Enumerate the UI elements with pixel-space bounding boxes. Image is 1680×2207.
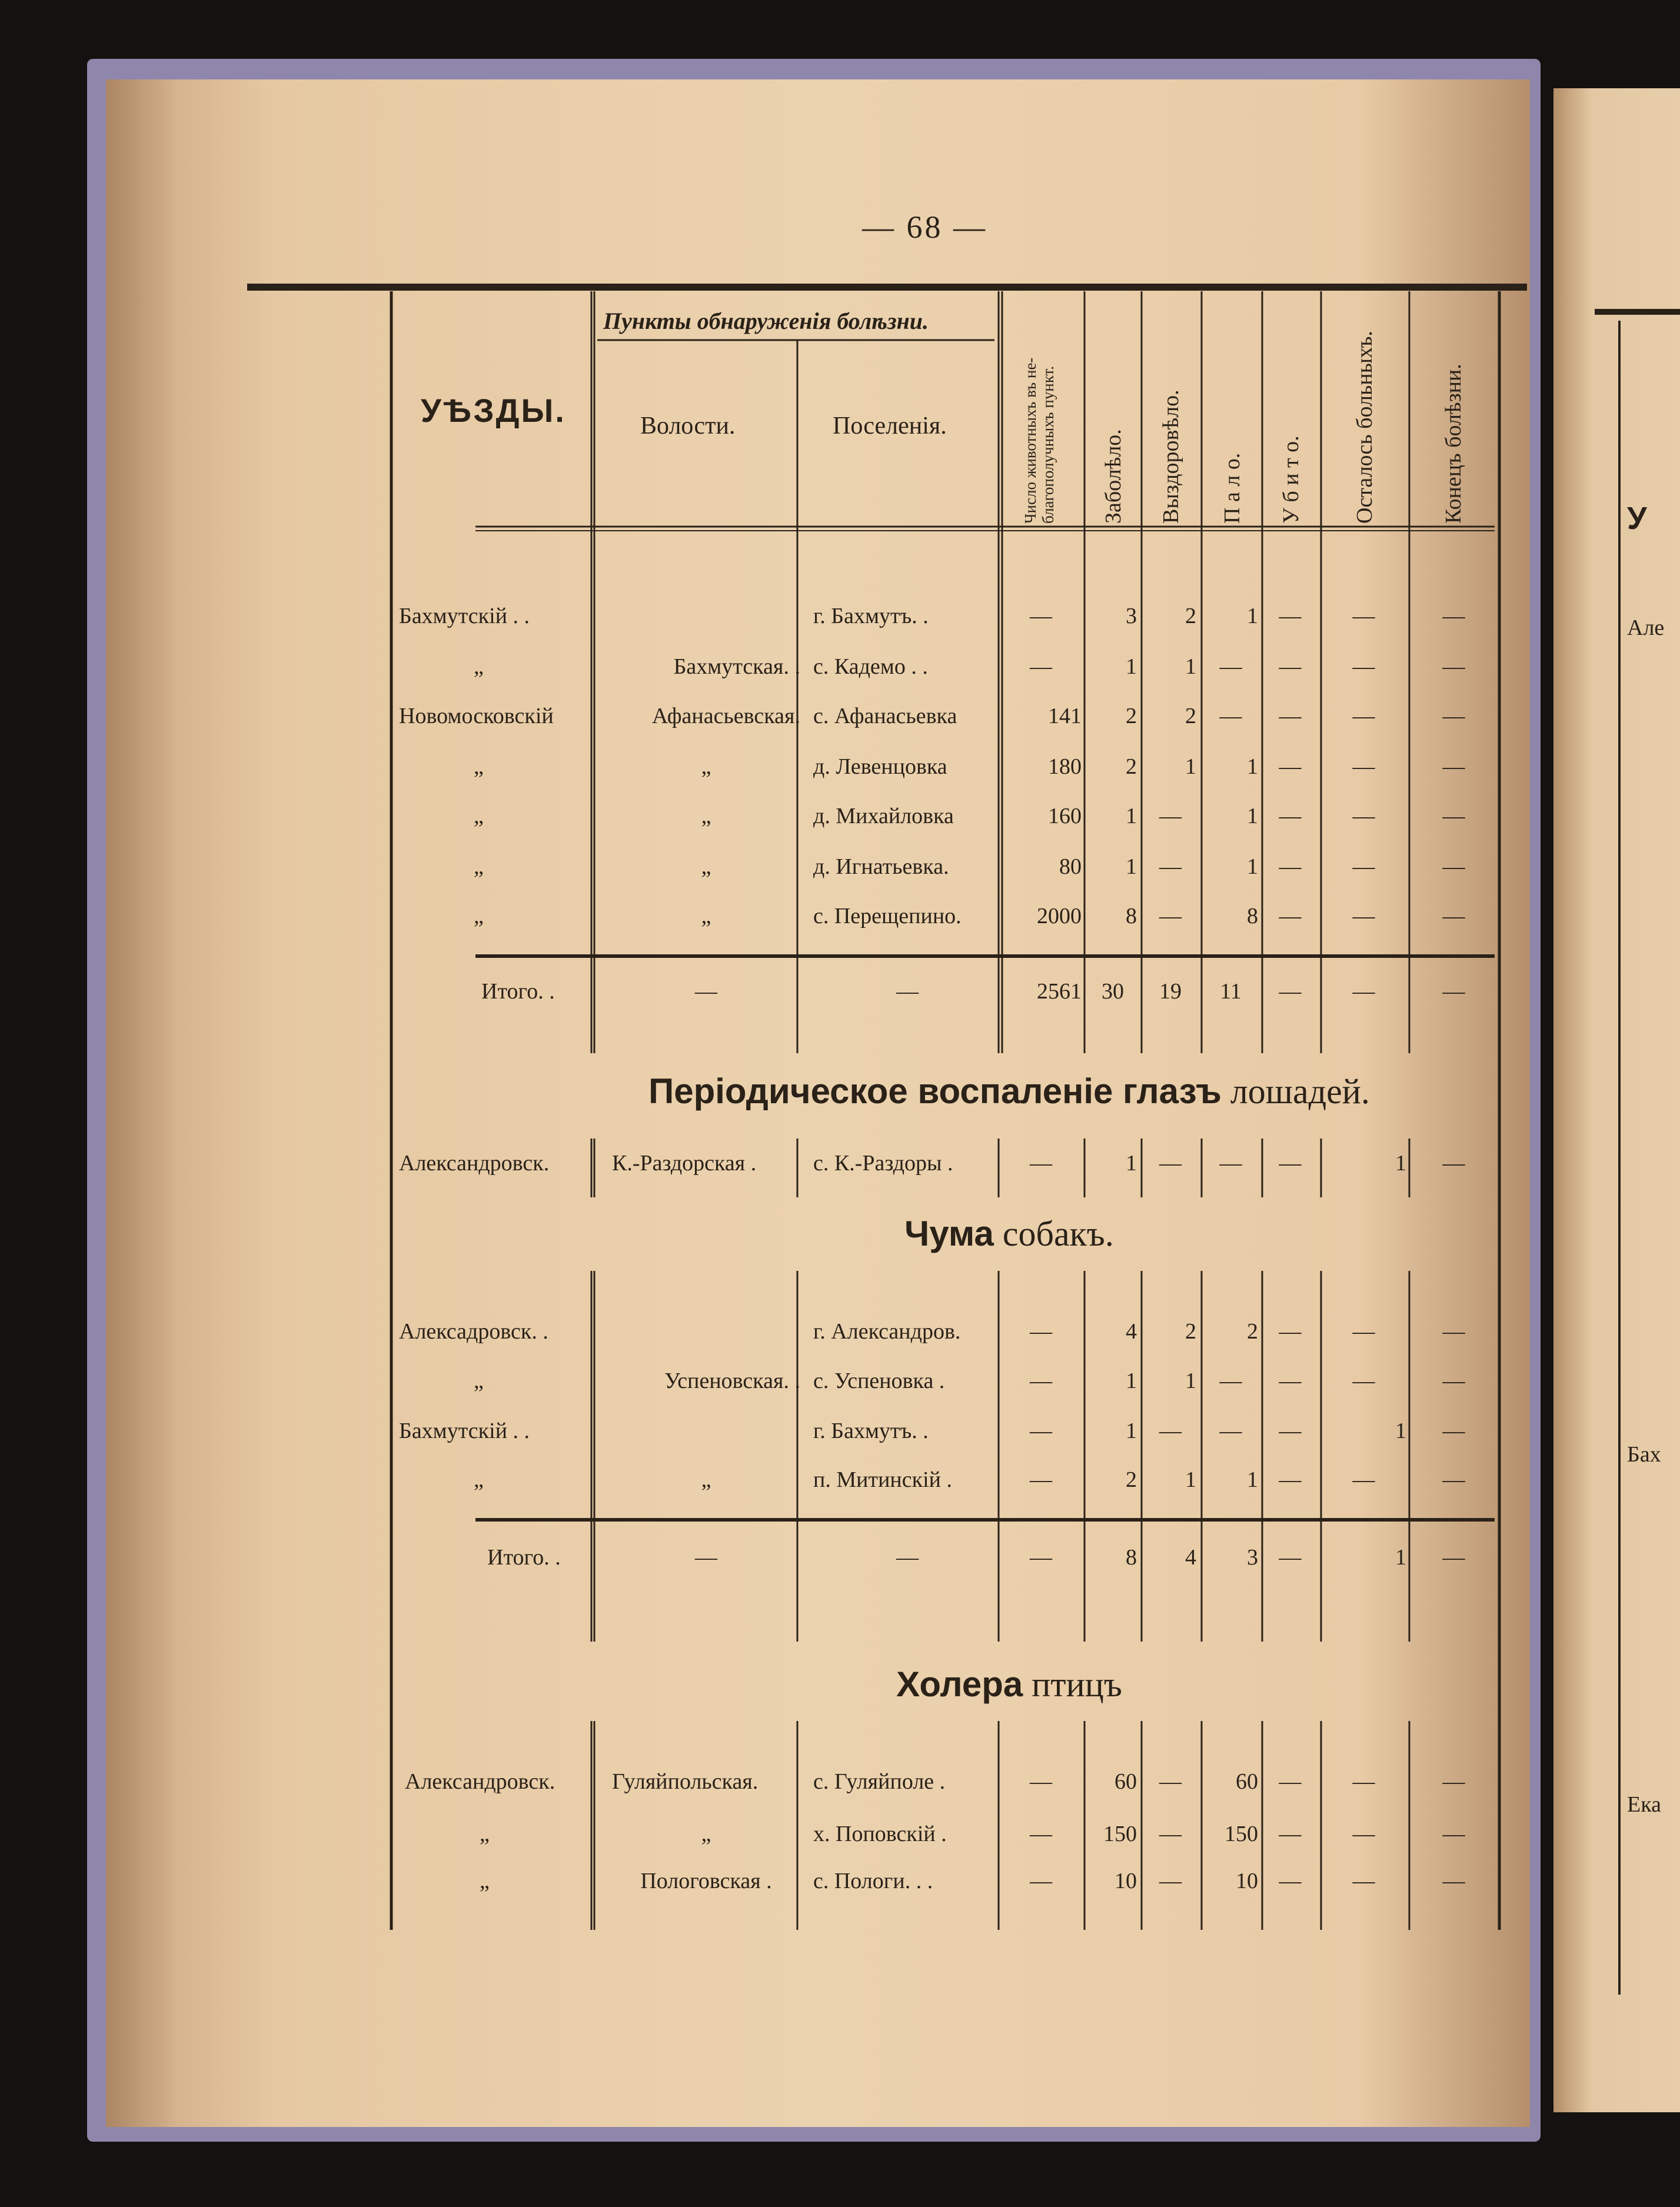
cell-vyzdorovelo: 19 [1159,979,1182,1004]
cell-volost: „ [701,854,711,879]
cell-vyzdorovelo: — [1159,1419,1182,1443]
cell-ubito: — [1279,804,1302,828]
cell-ostalos: — [1352,979,1375,1004]
cell-vyzdorovelo: 2 [1185,704,1196,728]
cell-konets: — [1442,854,1465,879]
cell-ostalos: — [1352,904,1375,928]
cell-konets: — [1442,804,1465,828]
cell-konets: — [1442,1151,1465,1176]
cell-ostalos: — [1352,804,1375,828]
cell-uezd: „ [474,1369,484,1393]
cell-volost: „ [701,1822,711,1846]
cell-ubito: — [1279,1769,1302,1794]
cell-volost: „ [701,904,711,928]
cell-konets: — [1442,1369,1465,1393]
cell-ubito: — [1279,1467,1302,1492]
cell-poselenie: п. Митинскій . [813,1467,952,1492]
cell-ubito: — [1279,979,1302,1004]
header-konets: Конецъ болѣзни. [1441,364,1466,524]
cell-palo: 150 [1225,1822,1258,1846]
cell-ostalos: — [1352,654,1375,679]
cell-vyzdorovelo: 1 [1185,1369,1196,1393]
header-ostalos: Осталось больныхъ. [1352,331,1377,524]
cell-ostalos: — [1352,1467,1375,1492]
cell-ostalos: — [1352,1822,1375,1846]
cell-konets: — [1442,1545,1465,1570]
cell-poselenie: с. Афанасьевка [813,704,957,728]
cell-zabolelo: 1 [1126,804,1137,828]
cell-palo: 1 [1247,804,1258,828]
cell-zabolelo: 3 [1126,604,1137,628]
cell-vyzdorovelo: 2 [1185,1319,1196,1344]
cell-uezd: „ [474,904,484,928]
cell-zabolelo: 150 [1103,1822,1137,1846]
cell-ubito: — [1279,1545,1302,1570]
cell-volost: — [695,979,717,1004]
cell-zabolelo: 2 [1126,1467,1137,1492]
cell-palo: — [1219,1151,1242,1176]
facing-text: Але [1627,615,1665,640]
cell-volost [606,1416,800,1446]
cell-ostalos: — [1352,754,1375,779]
cell-volost: К.-Раздорская . [612,1151,757,1176]
cell-uezd: Бахмутскій . . [399,604,530,628]
cell-poselenie: с. Кадемо . . [813,654,928,679]
cell-volost: „ [701,804,711,828]
cell-ostalos: — [1352,604,1375,628]
cell-chislo: 160 [1048,804,1082,828]
cell-volost: Гуляйпольская. [612,1769,759,1794]
cell-uezd: „ [474,804,484,828]
cell-ostalos: — [1352,1319,1375,1344]
cell-volost: Пологовская . [640,1869,772,1893]
cell-palo: 10 [1236,1869,1258,1893]
cell-poselenie: д. Игнатьевка. [813,854,949,879]
cell-ostalos: — [1352,854,1375,879]
section-title: Періодическое воспаленіе глазъ лошадей. [648,1071,1370,1111]
cell-zabolelo: 1 [1126,1151,1137,1176]
header-palo: П а л о. [1220,452,1245,524]
cell-volost: — [695,1545,717,1570]
cell-palo: 1 [1247,854,1258,879]
header-vyzdorovelo: Выздоровѣло. [1159,390,1183,524]
cell-poselenie: г. Бахмутъ. . [813,1419,929,1443]
cell-palo: 8 [1247,904,1258,928]
cell-ubito: — [1279,1319,1302,1344]
header-zabolelo: Заболѣло. [1101,429,1126,524]
cell-uezd: „ [480,1822,490,1846]
cell-poselenie: — [896,1545,919,1570]
cell-palo: — [1219,1419,1242,1443]
cell-zabolelo: 30 [1102,979,1124,1004]
cell-chislo: — [1030,1319,1052,1344]
cell-chislo: — [1030,1822,1052,1846]
cell-konets: — [1442,604,1465,628]
cell-volost [606,601,800,631]
header-volosti: Волости. [640,412,736,440]
cell-poselenie: с. Перещепино. [813,904,962,928]
cell-chislo: 2561 [1037,979,1082,1004]
facing-text: Бах [1627,1442,1661,1467]
cell-zabolelo: 8 [1126,904,1137,928]
cell-konets: — [1442,979,1465,1004]
cell-chislo: — [1030,1545,1052,1570]
cell-konets: — [1442,1419,1465,1443]
cell-vyzdorovelo: — [1159,904,1182,928]
cell-vyzdorovelo: — [1159,854,1182,879]
cell-ostalos: — [1352,704,1375,728]
cell-uezd: „ [474,754,484,779]
facing-text: Ека [1627,1792,1661,1817]
cell-palo: 1 [1247,754,1258,779]
cell-konets: — [1442,1769,1465,1794]
header-punkty: Пункты обнаруженія болѣзни. [603,308,929,334]
cell-volost: „ [701,1467,711,1492]
cell-poselenie: с. Гуляйполе . [813,1769,946,1794]
cell-ubito: — [1279,1869,1302,1893]
cell-uezd: Новомосковскій [399,704,554,728]
cell-vyzdorovelo: — [1159,1822,1182,1846]
cell-volost: Бахмутская. . [673,654,800,679]
cell-palo: — [1219,654,1242,679]
cell-poselenie: г. Александров. [813,1319,961,1344]
cell-uezd: Александровск. [399,1151,550,1176]
cell-chislo: — [1030,1467,1052,1492]
cell-total-label: Итого. . [481,979,555,1004]
cell-palo: 1 [1247,1467,1258,1492]
cell-ubito: — [1279,704,1302,728]
cell-zabolelo: 1 [1126,654,1137,679]
cell-uezd: „ [480,1869,490,1893]
cell-vyzdorovelo: — [1159,804,1182,828]
cell-konets: — [1442,1869,1465,1893]
cell-poselenie: д. Михайловка [813,804,954,828]
cell-poselenie: д. Левенцовка [813,754,947,779]
cell-zabolelo: 1 [1126,1419,1137,1443]
cell-zabolelo: 1 [1126,854,1137,879]
cell-konets: — [1442,904,1465,928]
cell-chislo: — [1030,1151,1052,1176]
cell-palo: — [1219,1369,1242,1393]
cell-konets: — [1442,704,1465,728]
cell-volost: „ [701,754,711,779]
cell-zabolelo: 1 [1126,1369,1137,1393]
cell-poselenie: — [896,979,919,1004]
cell-ubito: — [1279,604,1302,628]
header-ubito: У б и т о. [1279,435,1303,524]
cell-chislo: — [1030,604,1052,628]
cell-vyzdorovelo: 1 [1185,754,1196,779]
cell-konets: — [1442,1319,1465,1344]
cell-ubito: — [1279,1369,1302,1393]
cell-ostalos: — [1352,1369,1375,1393]
cell-chislo: 141 [1048,704,1082,728]
cell-ubito: — [1279,754,1302,779]
cell-vyzdorovelo: 2 [1185,604,1196,628]
cell-ostalos: — [1352,1869,1375,1893]
cell-ostalos: 1 [1395,1151,1406,1176]
page-number: — 68 — [862,209,987,245]
cell-palo: 2 [1247,1319,1258,1344]
header-chislo: Число животныхъ въ не- благополучныхъ пункт. [1022,357,1057,524]
cell-konets: — [1442,754,1465,779]
cell-vyzdorovelo: — [1159,1769,1182,1794]
cell-chislo: — [1030,1769,1052,1794]
cell-zabolelo: 8 [1126,1545,1137,1570]
cell-chislo: 180 [1048,754,1082,779]
cell-uezd: Алексадровск. . [399,1319,548,1344]
cell-chislo: 80 [1059,854,1082,879]
cell-chislo: — [1030,1369,1052,1393]
cell-palo: 3 [1247,1545,1258,1570]
cell-ubito: — [1279,1822,1302,1846]
cell-zabolelo: 2 [1126,704,1137,728]
cell-ubito: — [1279,1151,1302,1176]
cell-uezd: „ [474,854,484,879]
cell-chislo: — [1030,654,1052,679]
cell-ostalos: 1 [1395,1419,1406,1443]
cell-chislo: 2000 [1037,904,1082,928]
section-title: Холера птицъ [896,1665,1122,1704]
cell-vyzdorovelo: — [1159,1151,1182,1176]
cell-ostalos: 1 [1395,1545,1406,1570]
cell-konets: — [1442,1467,1465,1492]
cell-ubito: — [1279,1419,1302,1443]
cell-uezd: „ [474,654,484,679]
cell-chislo: — [1030,1419,1052,1443]
cell-poselenie: с. Пологи. . . [813,1869,933,1893]
cell-poselenie: с. К.-Раздоры . [813,1151,953,1176]
cell-uezd: „ [474,1467,484,1492]
cell-zabolelo: 60 [1115,1769,1137,1794]
cell-vyzdorovelo: 4 [1185,1545,1196,1570]
cell-vyzdorovelo: 1 [1185,654,1196,679]
cell-ubito: — [1279,854,1302,879]
header-poseleniya: Поселенія. [833,412,947,440]
cell-palo: 11 [1220,979,1242,1004]
cell-chislo: — [1030,1869,1052,1893]
section-title: Чума собакъ. [904,1214,1114,1253]
cell-volost [606,1317,800,1346]
cell-palo: 60 [1236,1769,1258,1794]
cell-volost: Афанасьевская. [651,704,800,728]
cell-ubito: — [1279,904,1302,928]
header-uezdy: УѢЗДЫ. [421,392,566,429]
cell-uezd: Бахмутскій . . [399,1419,530,1443]
cell-poselenie: г. Бахмутъ. . [813,604,929,628]
cell-poselenie: с. Успеновка . [813,1369,945,1393]
cell-zabolelo: 10 [1115,1869,1137,1893]
cell-poselenie: х. Поповскій . [813,1822,947,1846]
cell-palo: 1 [1247,604,1258,628]
cell-zabolelo: 2 [1126,754,1137,779]
cell-volost: Успеновская. . [664,1369,800,1393]
cell-total-label: Итого. . [487,1545,561,1570]
cell-vyzdorovelo: — [1159,1869,1182,1893]
facing-text: У [1627,501,1647,536]
cell-konets: — [1442,654,1465,679]
cell-ostalos: — [1352,1769,1375,1794]
cell-uezd: Александровск. [405,1769,555,1794]
cell-palo: — [1219,704,1242,728]
cell-vyzdorovelo: 1 [1185,1467,1196,1492]
cell-konets: — [1442,1822,1465,1846]
cell-ubito: — [1279,654,1302,679]
cell-zabolelo: 4 [1126,1319,1137,1344]
